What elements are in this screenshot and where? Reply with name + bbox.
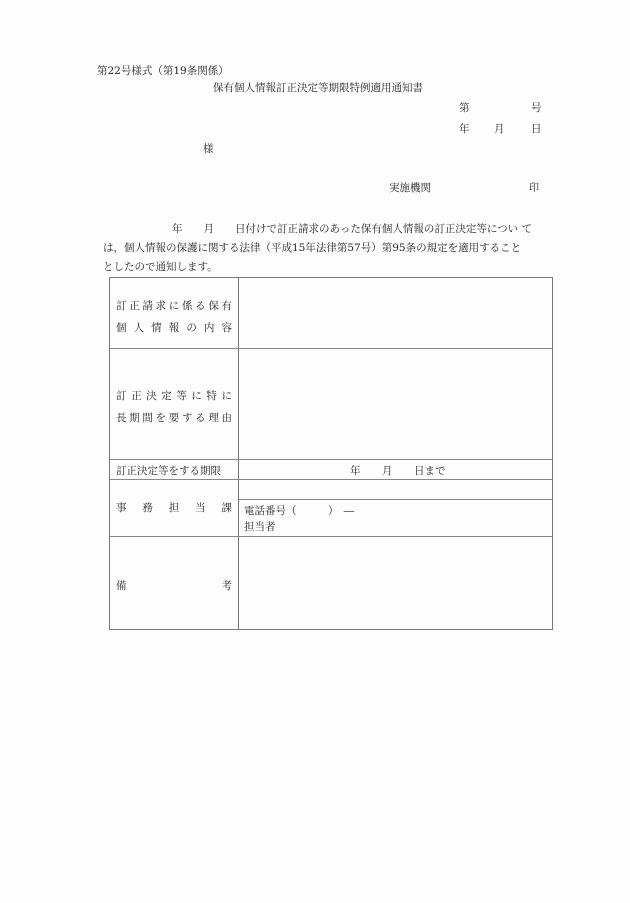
body-month: 月 xyxy=(203,223,214,235)
date-day: 日 xyxy=(531,123,542,135)
label-line xyxy=(116,388,232,403)
label-correction-content xyxy=(110,298,238,335)
phone-number-field: 電話番号（ ） ― xyxy=(244,505,355,517)
document-title: 保有個人情報訂正決定等期限特例適用通知書 xyxy=(213,82,423,94)
date-year: 年 xyxy=(459,123,470,135)
label-char: 求 xyxy=(155,300,167,312)
label-char: 要 xyxy=(168,412,180,424)
label-char: 報 xyxy=(168,322,180,334)
row-divider xyxy=(110,348,552,349)
body-line-2: は，個人情報の保護に関する法律（平成15年法律第57号）第95条の規定を適用すること xyxy=(103,242,522,254)
label-char: 由 xyxy=(221,412,232,424)
body-line-3: としたので通知します。 xyxy=(103,261,218,273)
doc-number-suffix: 号 xyxy=(531,102,542,114)
label-char: 正 xyxy=(131,390,142,402)
label-char: 訂 xyxy=(116,300,127,312)
label-char: 有 xyxy=(221,300,232,312)
label-char: 担 xyxy=(168,502,180,514)
label-char: 保 xyxy=(208,300,219,312)
label-char: 決 xyxy=(146,390,157,402)
label-char: 期 xyxy=(129,412,140,424)
row-divider xyxy=(110,536,552,537)
addressee-suffix: 様 xyxy=(203,143,214,155)
deadline-month: 月 xyxy=(382,465,393,477)
label-char: 課 xyxy=(221,502,232,514)
label-office-in-charge xyxy=(110,500,238,515)
seal-mark: 印 xyxy=(529,183,539,194)
person-in-charge-field: 担当者 xyxy=(244,521,276,533)
issuer-label: 実施機関 xyxy=(389,182,431,194)
label-char: 間 xyxy=(142,412,153,424)
label-char: に xyxy=(221,390,232,402)
label-char: 当 xyxy=(195,502,206,514)
body-line-1-rest: 日付けで訂正請求のあった保有個人情報の訂正決定等につい て xyxy=(235,223,533,235)
row-divider xyxy=(110,459,552,460)
label-char: る xyxy=(195,412,206,424)
label-line xyxy=(116,320,232,335)
label-char: 事 xyxy=(116,502,127,514)
label-char: 理 xyxy=(208,412,219,424)
row-divider xyxy=(110,479,552,480)
date-month: 月 xyxy=(494,123,505,135)
label-char: を xyxy=(155,412,167,424)
label-char: に xyxy=(168,300,180,312)
label-line xyxy=(116,298,232,313)
label-char: す xyxy=(181,412,193,424)
notice-table xyxy=(109,277,553,630)
label-char: 人 xyxy=(133,322,145,334)
deadline-year: 年 xyxy=(350,465,361,477)
label-char: に xyxy=(191,390,202,402)
label-deadline: 訂正決定等をする期限 xyxy=(116,465,221,477)
label-char: 定 xyxy=(161,390,172,402)
label-char: 考 xyxy=(221,580,232,592)
label-line xyxy=(116,410,232,425)
body-line-1 xyxy=(109,220,554,239)
label-char: 係 xyxy=(181,300,193,312)
body-year: 年 xyxy=(172,223,183,235)
deadline-day: 日まで xyxy=(414,465,446,477)
label-char: 特 xyxy=(206,390,217,402)
row-divider xyxy=(239,499,552,500)
label-char: 個 xyxy=(116,322,127,334)
label-char: 務 xyxy=(142,502,153,514)
label-char: 請 xyxy=(142,300,153,312)
label-char: 長 xyxy=(116,412,127,424)
label-remarks xyxy=(110,578,238,593)
label-char: 正 xyxy=(129,300,140,312)
label-char: 情 xyxy=(151,322,162,334)
label-char: 訂 xyxy=(116,390,127,402)
column-divider xyxy=(238,278,239,629)
doc-number-prefix: 第 xyxy=(459,102,470,114)
label-long-period-reason xyxy=(110,388,238,425)
notice-body xyxy=(103,220,554,277)
label-char: る xyxy=(195,300,206,312)
label-char: の xyxy=(186,322,197,334)
label-char: 容 xyxy=(221,322,232,334)
form-number: 第22号様式（第19条関係） xyxy=(97,65,229,77)
label-char: 等 xyxy=(176,390,187,402)
label-char: 備 xyxy=(116,580,127,592)
label-char: 内 xyxy=(203,322,215,334)
